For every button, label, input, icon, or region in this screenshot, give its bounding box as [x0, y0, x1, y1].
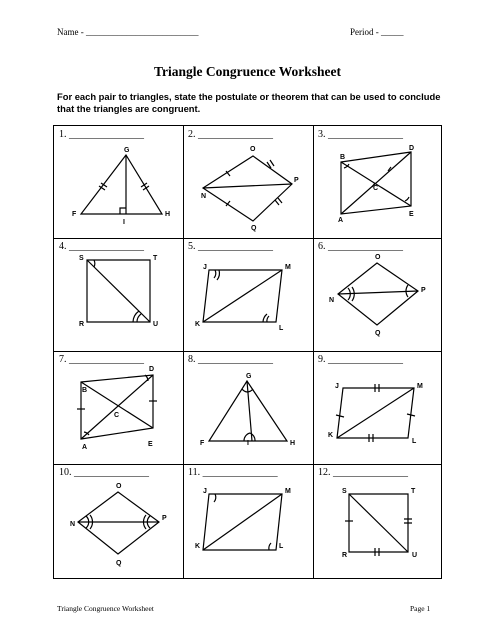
point-label: A [82, 444, 88, 451]
figure-9 [313, 351, 442, 464]
point-label: K [195, 321, 201, 328]
footer-page-number: Page 1 [410, 604, 431, 613]
problem-cell-12 [313, 464, 442, 577]
problem-cell-1 [54, 126, 183, 239]
point-label: F [72, 211, 77, 218]
point-label: J [203, 264, 207, 271]
point-label: M [417, 383, 423, 390]
problem-cell-9 [313, 351, 442, 464]
instructions: For each pair to triangles, state the postulate or theorem that can be used to conclude that the triangles are congruent. [57, 91, 441, 114]
point-label: J [335, 383, 339, 390]
problem-cell-4 [54, 238, 183, 351]
problem-label-8: 8. _______________ [188, 354, 273, 365]
name-field-label: Name - _________________________ [57, 27, 199, 37]
point-label: B [82, 387, 88, 394]
problem-label-3: 3. _______________ [318, 129, 403, 140]
problem-label-10: 10. _______________ [59, 467, 149, 478]
point-label: Q [375, 330, 381, 337]
problem-grid [53, 125, 442, 579]
point-label: M [285, 488, 291, 495]
problem-cell-10 [54, 464, 183, 577]
problem-label-7: 7. _______________ [59, 354, 144, 365]
footer-title: Triangle Congruence Worksheet [57, 604, 154, 613]
problem-label-6: 6. _______________ [318, 241, 403, 252]
point-label: G [124, 147, 130, 154]
point-label: U [153, 321, 159, 328]
point-label: K [195, 543, 201, 550]
point-label: P [294, 177, 299, 184]
point-label: L [279, 543, 284, 550]
problem-label-9: 9. _______________ [318, 354, 403, 365]
point-label: Q [116, 560, 122, 567]
point-label: L [412, 438, 417, 445]
point-label: B [340, 154, 346, 161]
point-label: H [290, 440, 296, 447]
point-label: S [342, 488, 347, 495]
figure-5 [183, 238, 312, 351]
point-label: G [246, 373, 252, 380]
page-title: Triangle Congruence Worksheet [154, 64, 341, 79]
problem-cell-6 [313, 238, 442, 351]
problem-label-4: 4. _______________ [59, 241, 144, 252]
point-label: T [411, 488, 416, 495]
point-label: I [123, 219, 125, 226]
figure-7 [54, 351, 183, 464]
figure-1 [54, 126, 183, 239]
point-label: M [285, 264, 291, 271]
problem-label-11: 11. _______________ [188, 467, 278, 478]
point-label: I [247, 440, 249, 447]
problem-cell-11 [183, 464, 312, 577]
figure-3 [313, 126, 442, 239]
point-label: O [250, 146, 256, 153]
point-label: S [79, 255, 84, 262]
figure-8 [183, 351, 312, 464]
problem-cell-3 [313, 126, 442, 239]
point-label: E [409, 211, 414, 218]
point-label: A [338, 217, 344, 224]
period-field-label: Period - _____ [350, 27, 404, 37]
problem-cell-5 [183, 238, 312, 351]
point-label: N [329, 297, 335, 304]
point-label: C [114, 412, 120, 419]
figure-2 [183, 126, 312, 239]
point-label: Q [251, 225, 257, 232]
point-label: K [328, 432, 334, 439]
point-label: N [70, 521, 76, 528]
problem-label-2: 2. _______________ [188, 129, 273, 140]
problem-label-12: 12. _______________ [318, 467, 408, 478]
point-label: H [165, 211, 171, 218]
point-label: D [149, 366, 155, 373]
point-label: D [409, 145, 415, 152]
point-label: P [162, 515, 167, 522]
problem-label-5: 5. _______________ [188, 241, 273, 252]
problem-cell-8 [183, 351, 312, 464]
figure-10 [54, 464, 183, 577]
point-label: P [421, 287, 426, 294]
figure-12 [313, 464, 442, 577]
figure-6 [313, 238, 442, 351]
problem-cell-7 [54, 351, 183, 464]
point-label: R [79, 321, 85, 328]
problem-cell-2 [183, 126, 312, 239]
point-label: U [412, 552, 418, 559]
point-label: N [201, 193, 207, 200]
point-label: T [153, 255, 158, 262]
figure-11 [183, 464, 312, 577]
point-label: E [148, 441, 153, 448]
point-label: C [373, 185, 379, 192]
problem-label-1: 1. _______________ [59, 129, 144, 140]
point-label: O [116, 483, 122, 490]
point-label: J [203, 488, 207, 495]
point-label: R [342, 552, 348, 559]
figure-4 [54, 238, 183, 351]
point-label: F [200, 440, 205, 447]
point-label: L [279, 325, 284, 332]
point-label: O [375, 254, 381, 261]
